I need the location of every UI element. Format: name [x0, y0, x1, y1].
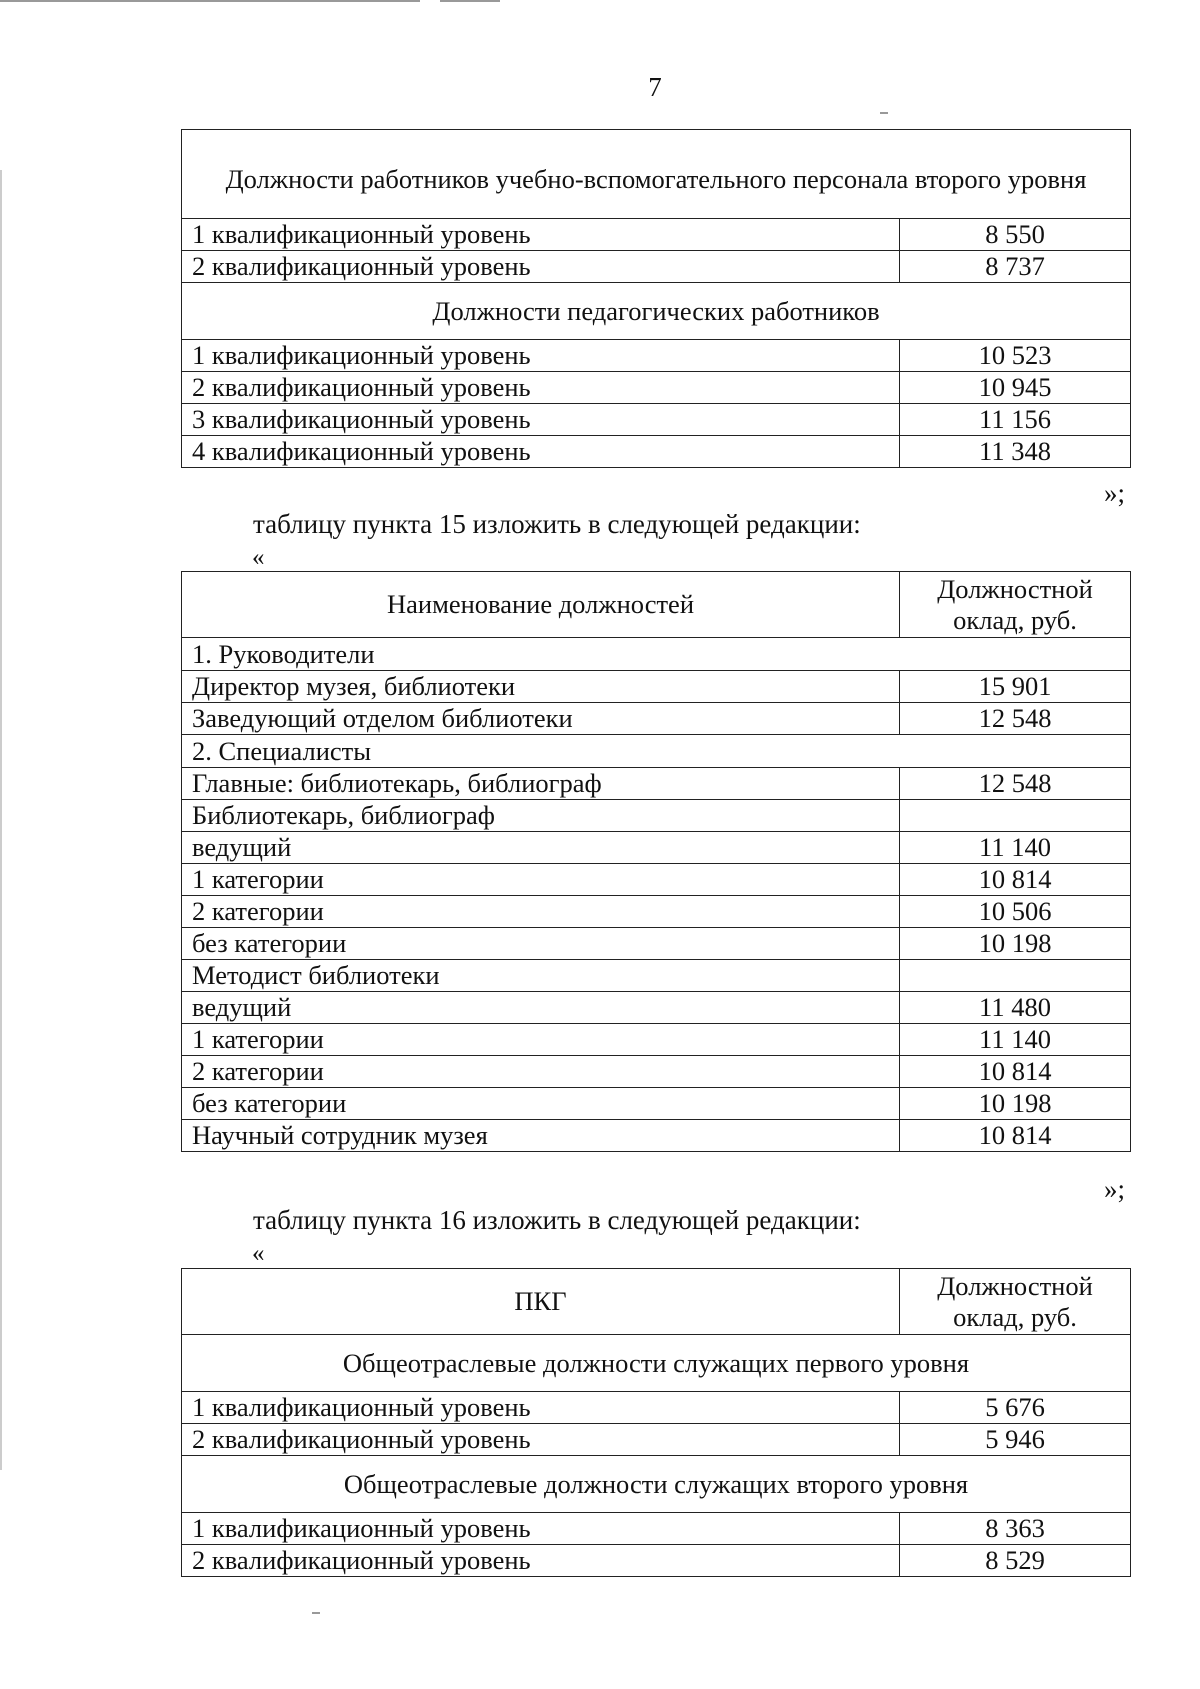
table-row [182, 1088, 1131, 1120]
row-value: 11 140 [900, 1024, 1131, 1056]
row-label: Научный сотрудник музея [182, 1120, 900, 1152]
group-heading: Общеотраслевые должности служащих второго уровня [182, 1456, 1131, 1513]
group-heading: Общеотраслевые должности служащих первого уровня [182, 1335, 1131, 1392]
paragraph-item-16: таблицу пункта 16 изложить в следующей редакции: [253, 1205, 861, 1235]
row-label: 2 категории [182, 896, 900, 928]
row-value: 8 529 [900, 1545, 1131, 1577]
table-row [182, 960, 1131, 992]
table-row [182, 1120, 1131, 1152]
row-label: 2 квалификационный уровень [182, 1545, 900, 1577]
table-row [182, 703, 1131, 735]
table-row [182, 671, 1131, 703]
table-row [182, 928, 1131, 960]
scan-speck [312, 1612, 320, 1614]
table-row [182, 1024, 1131, 1056]
scan-edge-line [440, 0, 500, 2]
row-value: 11 140 [900, 832, 1131, 864]
table-item-16 [181, 1268, 1131, 1577]
row-value: 12 548 [900, 768, 1131, 800]
row-label: Методист библиотеки [182, 960, 900, 992]
row-label: ведущий [182, 992, 900, 1024]
table-row [182, 1056, 1131, 1088]
row-value: 11 348 [900, 436, 1131, 468]
scan-speck [880, 112, 888, 114]
row-value: 8 550 [900, 219, 1131, 251]
row-label: 1 квалификационный уровень [182, 219, 900, 251]
row-label: 1 квалификационный уровень [182, 1392, 900, 1424]
row-value: 11 480 [900, 992, 1131, 1024]
row-value: 10 523 [900, 340, 1131, 372]
row-label: 4 квалификационный уровень [182, 436, 900, 468]
table-row [182, 372, 1131, 404]
row-label: 1 категории [182, 864, 900, 896]
row-label: Главные: библиотекарь, библиограф [182, 768, 900, 800]
table-row [182, 1513, 1131, 1545]
row-label: без категории [182, 1088, 900, 1120]
row-value: 15 901 [900, 671, 1131, 703]
section-heading: 2. Специалисты [182, 735, 1131, 768]
row-value: 10 814 [900, 1056, 1131, 1088]
row-label: ведущий [182, 832, 900, 864]
table-row [182, 864, 1131, 896]
table-pkg-education [181, 129, 1131, 468]
table-header-row [182, 572, 1131, 638]
table-row [182, 1424, 1131, 1456]
row-value: 11 156 [900, 404, 1131, 436]
table-row [182, 130, 1131, 219]
table-row [182, 735, 1131, 768]
row-label: 3 квалификационный уровень [182, 404, 900, 436]
table-row [182, 896, 1131, 928]
row-value: 10 506 [900, 896, 1131, 928]
row-label: 1 категории [182, 1024, 900, 1056]
row-value: 5 676 [900, 1392, 1131, 1424]
table-header-row [182, 1269, 1131, 1335]
table-row [182, 1456, 1131, 1513]
row-value: 5 946 [900, 1424, 1131, 1456]
table-row [182, 1335, 1131, 1392]
row-label: 1 квалификационный уровень [182, 1513, 900, 1545]
closing-quote: »; [1104, 1174, 1126, 1204]
table-row [182, 404, 1131, 436]
row-value: 10 198 [900, 1088, 1131, 1120]
column-header-name: Наименование должностей [182, 572, 900, 638]
table-row [182, 768, 1131, 800]
table-row [182, 340, 1131, 372]
opening-quote: « [252, 1240, 265, 1267]
column-header-salary: Должностной оклад, руб. [900, 1269, 1131, 1335]
row-label: 1 квалификационный уровень [182, 340, 900, 372]
row-value: 10 814 [900, 864, 1131, 896]
row-label: без категории [182, 928, 900, 960]
table-row [182, 283, 1131, 340]
row-value: 10 198 [900, 928, 1131, 960]
opening-quote: « [252, 544, 265, 571]
scan-edge-line [0, 170, 2, 1470]
table-row [182, 1392, 1131, 1424]
table-row [182, 436, 1131, 468]
row-value: 12 548 [900, 703, 1131, 735]
row-value [900, 800, 1131, 832]
group-heading: Должности педагогических работников [182, 283, 1131, 340]
closing-quote: »; [1104, 478, 1126, 508]
row-label: 2 квалификационный уровень [182, 251, 900, 283]
row-value [900, 960, 1131, 992]
table-row [182, 1545, 1131, 1577]
table-item-15 [181, 571, 1131, 1152]
table-row [182, 992, 1131, 1024]
row-value: 10 814 [900, 1120, 1131, 1152]
table-row [182, 638, 1131, 671]
table-row [182, 251, 1131, 283]
column-header-salary: Должностной оклад, руб. [900, 572, 1131, 638]
row-value: 8 363 [900, 1513, 1131, 1545]
row-label: Директор музея, библиотеки [182, 671, 900, 703]
paragraph-item-15: таблицу пункта 15 изложить в следующей редакции: [253, 509, 861, 539]
table-row [182, 219, 1131, 251]
row-label: 2 категории [182, 1056, 900, 1088]
table-row [182, 832, 1131, 864]
page-number: 7 [648, 72, 662, 102]
row-label: Заведующий отделом библиотеки [182, 703, 900, 735]
column-header-pkg: ПКГ [182, 1269, 900, 1335]
row-label: 2 квалификационный уровень [182, 372, 900, 404]
scan-edge-line [0, 0, 420, 2]
row-value: 10 945 [900, 372, 1131, 404]
row-label: 2 квалификационный уровень [182, 1424, 900, 1456]
row-label: Библиотекарь, библиограф [182, 800, 900, 832]
row-value: 8 737 [900, 251, 1131, 283]
table-row [182, 800, 1131, 832]
group-heading: Должности работников учебно-вспомогательного персонала второго уровня [182, 130, 1131, 219]
section-heading: 1. Руководители [182, 638, 1131, 671]
